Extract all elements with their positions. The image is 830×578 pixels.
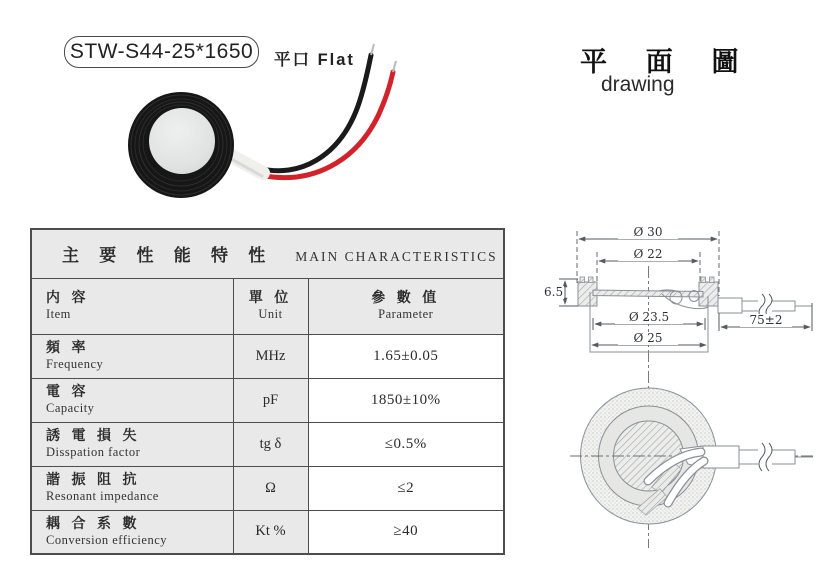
col-item-cn: 内 容: [46, 290, 90, 306]
row-item-cn: 電 容: [46, 384, 90, 400]
model-number: STW-S44-25*1650: [69, 40, 254, 63]
dim-label-cable-length: 75±2: [740, 314, 792, 327]
row-unit: tg δ: [233, 422, 308, 466]
dim-label-d30: Ø 30: [618, 226, 678, 239]
row-item-cn: 諧 振 阻 抗: [46, 472, 141, 488]
table-row: [31, 334, 504, 378]
row-unit: MHz: [233, 334, 308, 378]
table-row: [31, 510, 504, 554]
row-value: ≤2: [308, 466, 504, 510]
row-item-en: Conversion efficiency: [46, 533, 167, 547]
row-item-cn: 頻 率: [46, 340, 90, 356]
dim-label-d22: Ø 22: [618, 248, 678, 261]
row-value: 1850±10%: [308, 378, 504, 422]
row-value: ≥40: [308, 510, 504, 554]
disc-face: [149, 108, 215, 174]
dim-label-height: 6.5: [544, 285, 564, 299]
product-photo: [95, 38, 405, 210]
row-item-cn: 耦 合 系 數: [46, 516, 141, 532]
table-title-row: [31, 229, 504, 278]
col-unit-cn: 單 位: [248, 290, 293, 306]
technical-drawing: [540, 210, 830, 560]
table-row: [31, 422, 504, 466]
piezo-disc-section: [593, 290, 703, 297]
red-wire: [260, 72, 393, 178]
col-param-en: Parameter: [378, 307, 434, 322]
col-item-en: Item: [46, 307, 71, 322]
table-title-en: MAIN CHARACTERISTICS: [295, 249, 498, 265]
bottom-view: [570, 388, 813, 524]
row-unit: Ω: [233, 466, 308, 510]
col-param-cn: 參 數 值: [371, 290, 441, 306]
row-value: 1.65±0.05: [308, 334, 504, 378]
plan-view-title-en: drawing: [601, 73, 675, 96]
row-item-en: Disspation factor: [46, 445, 141, 460]
row-item-en: Frequency: [46, 357, 104, 372]
col-unit-en: Unit: [258, 307, 283, 322]
table-row: [31, 466, 504, 510]
dim-label-d23-5: Ø 23.5: [615, 311, 683, 324]
row-unit: pF: [233, 378, 308, 422]
row-item-en: Resonant impedance: [46, 489, 159, 504]
black-wire: [258, 55, 371, 171]
table-row: [31, 378, 504, 422]
row-unit: Kt %: [233, 510, 308, 554]
row-value: ≤0.5%: [308, 422, 504, 466]
characteristics-table: [30, 228, 505, 555]
table-title-cn: 主 要 性 能 特 性: [62, 246, 274, 266]
plan-view-title-cn: 平 面 圖: [580, 47, 755, 77]
dim-label-d25: Ø 25: [618, 332, 678, 345]
row-item-cn: 誘 電 損 失: [46, 428, 141, 444]
table-header-row: [31, 278, 504, 334]
row-item-en: Capacity: [46, 401, 95, 416]
flat-type-label: 平口 Flat: [274, 51, 355, 69]
